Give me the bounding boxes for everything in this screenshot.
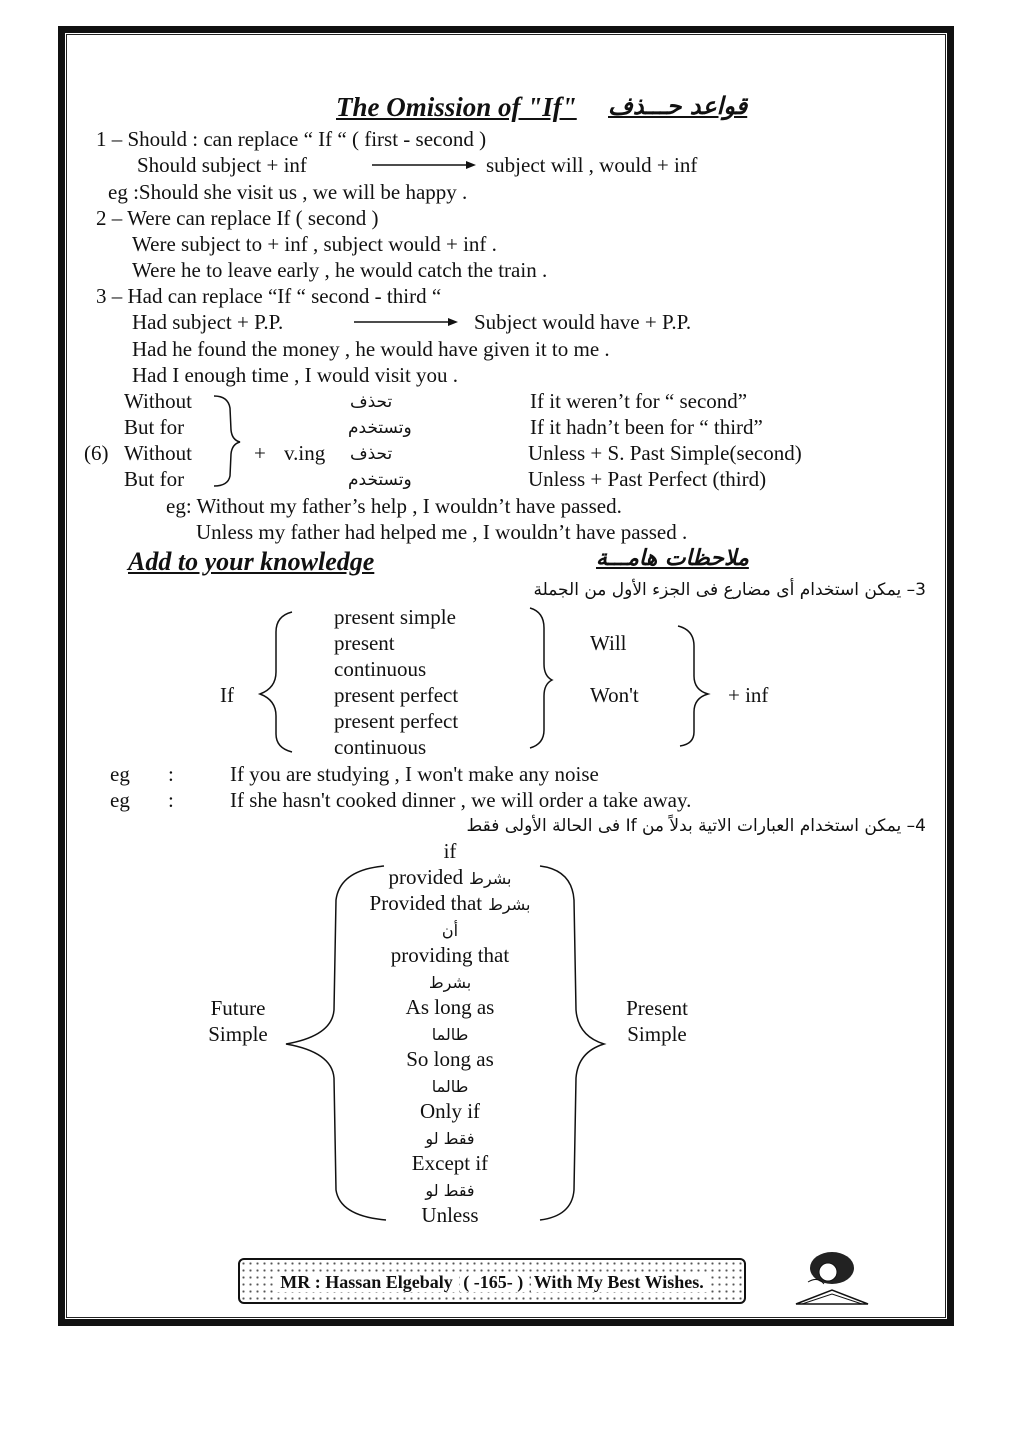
expression-english: Unless [421,1203,479,1227]
rule-6-right-3: Unless + S. Past Simple(second) [528,441,802,465]
rule-3-example-2: Had I enough time , I would visit you . [132,363,459,387]
footer-wishes: With My Best Wishes. [531,1272,707,1292]
rule-6-brace [214,396,240,486]
expression-english: So long as [406,1047,494,1071]
rule-6-right-4: Unless + Past Perfect (third) [528,467,767,491]
footer-page-number: ( -165- ) [460,1272,526,1292]
expression-arabic: أن [441,921,459,940]
knowledge-heading: Add to your knowledge [128,547,375,576]
tense-1: present simple [334,605,456,629]
rule-6-word-4: But for [124,467,185,491]
rule-1-example: eg :Should she visit us , we will be happy . [108,180,468,204]
rule-1-heading: 1 – Should : can replace “ If “ ( first - second ) [96,127,487,151]
rule-6-word-1: Without [124,389,192,413]
expression-english: Except if [411,1151,489,1175]
rule-1-form-right: subject will , would + inf [486,153,698,177]
tense-2: present [334,631,395,655]
tense-right-brace [530,608,552,748]
eg-colon-1: : [168,762,174,786]
note-4: 4– يمكن استخدام العبارات الاتية بدلاً من If فى الحالة الأولى فقط [466,816,926,836]
footer-box [238,1258,746,1304]
reading-figure-icon [788,1246,876,1310]
eg-label-1: eg [110,762,130,786]
plus-inf: + inf [728,683,769,707]
expression-arabic: فقط لو [425,1181,475,1200]
expression-arabic: طالما [431,1025,469,1044]
eg-label-2: eg [110,788,130,812]
rule-6-arabic-4: وتستخدم [348,470,412,490]
rule-6-right-2: If it hadn’t been for “ third” [530,415,763,439]
expression-english: providing that [390,943,510,967]
rule-2-heading: 2 – Were can replace If ( second ) [96,206,379,230]
page-title: The Omission of "If" [336,92,577,122]
rule-2-form: Were subject to + inf , subject would + inf . [132,232,497,256]
rule-6-right-1: If it weren’t for “ second” [530,389,748,413]
rule-6-word-3: Without [124,441,192,465]
tense-4: present perfect [334,683,459,707]
expression-english: As long as [405,995,495,1019]
expression-english: Only if [419,1099,481,1123]
if-label: If [220,683,234,707]
modal-will: Will [590,631,627,655]
rule-6-arabic-3: تحذف [350,444,393,464]
tense-6: continuous [334,735,427,759]
expression-arabic: فقط لو [425,1129,475,1148]
expression-if: if [443,839,457,863]
rule-3-form-left: Had subject + P.P. [132,310,284,334]
expression-arabic: طالما [431,1077,469,1096]
rule-6-example-1: eg: Without my father’s help , I wouldn’t have passed. [166,494,622,518]
rule-2-example: Were he to leave early , he would catch the train . [132,258,548,282]
rule-6-ving: v.ing [284,441,326,465]
expression-left-brace [286,866,386,1220]
rule-6-word-2: But for [124,415,185,439]
note-3: 3– يمكن استخدام أى مضارع فى الجزء الأول من الجملة [533,580,926,600]
rule-1-arrow-head [466,161,476,169]
rule-3-example-1: Had he found the money , he would have given it to me . [132,337,610,361]
rule-1-form-left: Should subject + inf [137,153,307,177]
rule-6-plus: + [254,441,266,465]
rule-3-heading: 3 – Had can replace “If “ second - third “ [96,284,442,308]
knowledge-heading-arabic: ملاحظات هامـــة [596,546,749,571]
expression-english: Provided that [369,891,483,915]
present-label-1: Present [626,996,688,1020]
knowledge-example-1: If you are studying , I won't make any noise [230,762,599,786]
rule-6-arabic-2: وتستخدم [348,418,412,438]
rule-6-number: (6) [84,441,109,465]
expression-english: provided [388,865,464,889]
future-label-1: Future [210,996,266,1020]
present-label-2: Simple [627,1022,687,1046]
modal-wont: Won't [590,683,639,707]
expression-arabic: بشرط [488,895,531,914]
expression-right-brace [540,866,604,1220]
expression-arabic: بشرط [428,973,472,992]
tense-left-brace [260,612,292,752]
modal-right-brace [678,626,708,746]
footer-text [240,1272,744,1293]
tense-5: present perfect [334,709,459,733]
rule-6-arabic-1: تحذف [350,392,393,412]
future-label-2: Simple [208,1022,268,1046]
eg-colon-2: : [168,788,174,812]
knowledge-example-2: If she hasn't cooked dinner , we will order a take away. [230,788,692,812]
rule-6-example-2: Unless my father had helped me , I wouldn’t have passed . [196,520,688,544]
expression-arabic: بشرط [469,869,512,888]
page-title-arabic: قواعد حـــذف [608,92,748,120]
footer-author: MR : Hassan Elgebaly [277,1272,456,1292]
rule-3-form-right: Subject would have + P.P. [474,310,692,334]
rule-3-arrow-head [448,318,458,326]
tense-3: continuous [334,657,427,681]
